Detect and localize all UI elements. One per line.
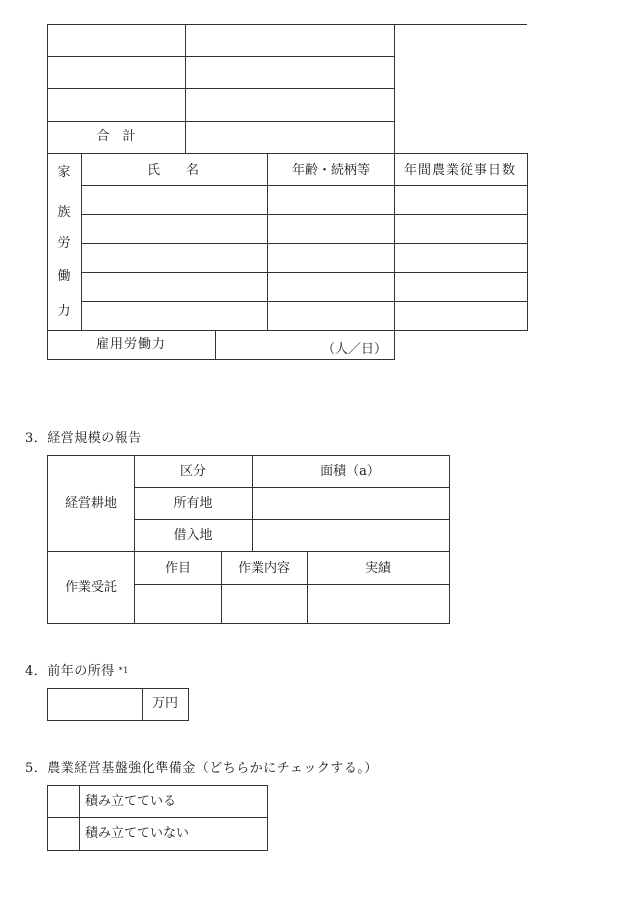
farmland-label: 経営耕地 [64,496,118,511]
footnote-mark: *1 [118,666,129,675]
family-row-1-days[interactable] [395,186,527,214]
section-4-title: 4．前年の所得 [25,664,115,679]
family-row-4-days[interactable] [395,273,527,301]
family-row-2-days[interactable] [395,215,527,243]
family-row-4-name[interactable] [82,273,267,301]
hired-labor-label: 雇用労働力 [95,337,167,352]
family-row-3-name[interactable] [82,244,267,272]
income-unit: 万円 [151,696,179,711]
family-row-1-age[interactable] [268,186,394,214]
family-row-2-age[interactable] [268,215,394,243]
section-3-heading: 3．経営規模の報告 [25,431,142,446]
owned-land-area-cell[interactable] [253,488,449,519]
family-row-1-name[interactable] [82,186,267,214]
contract-work-label: 作業受託 [64,580,118,595]
upper-row-1-left-cell[interactable] [48,25,185,56]
option-not-saving-checkbox[interactable] [48,818,79,850]
work-content-header: 作業内容 [237,561,291,576]
family-row-5-days[interactable] [395,302,527,330]
section-5-heading: 5．農業経営基盤強化準備金（どちらかにチェックする。） [25,761,378,776]
income-input-cell[interactable] [48,689,142,720]
upper-row-2-left-cell[interactable] [48,57,185,88]
total-label: 合 計 [96,129,136,144]
family-label-char-4: 働 [57,269,71,284]
upper-row-3-right-cell[interactable] [186,89,394,121]
family-label-char-2: 族 [57,205,71,220]
option-not-saving-label: 積み立てていない [85,826,190,841]
crop-cell[interactable] [135,585,221,623]
leased-land-area-cell[interactable] [253,520,449,551]
family-row-4-age[interactable] [268,273,394,301]
section-4-heading [25,664,129,680]
area-header: 面積（a） [320,464,380,479]
family-row-5-name[interactable] [82,302,267,330]
family-row-3-age[interactable] [268,244,394,272]
crop-header: 作目 [164,561,192,576]
owned-land-label: 所有地 [173,496,213,511]
option-saving-label: 積み立てている [85,794,177,809]
family-row-2-name[interactable] [82,215,267,243]
upper-row-3-left-cell[interactable] [48,89,185,121]
leased-land-label: 借入地 [173,528,213,543]
col-name-header: 氏 名 [146,163,200,178]
hired-labor-unit: （人／日） [322,342,388,357]
family-row-3-days[interactable] [395,244,527,272]
result-header: 実績 [364,561,392,576]
family-row-5-age[interactable] [268,302,394,330]
family-label-char-1: 家 [57,165,71,180]
col-days-header: 年間農業従事日数 [403,163,517,178]
family-label-char-5: 力 [57,304,71,319]
col-age-header: 年齢・続柄等 [291,163,371,178]
result-cell[interactable] [308,585,449,623]
family-label-char-3: 労 [57,236,71,251]
category-header: 区分 [179,464,207,479]
upper-row-1-right-cell[interactable] [186,25,394,56]
work-content-cell[interactable] [222,585,307,623]
option-saving-checkbox[interactable] [48,786,79,817]
total-value-cell[interactable] [186,122,394,153]
upper-row-2-right-cell[interactable] [186,57,394,88]
